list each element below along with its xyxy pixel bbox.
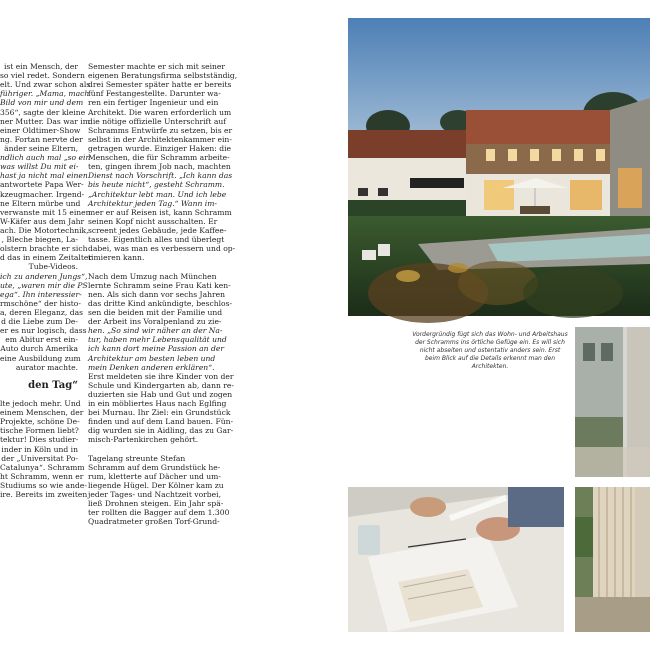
text-line: ute, „waren mir die PS [0, 280, 88, 290]
text-line: dabei, was man es verbessern und op- [88, 244, 236, 254]
text-line: Architektur jeden Tag.“ Wann im- [88, 198, 217, 208]
text-line: Quadratmeter großen Torf-Grund- [88, 517, 220, 527]
text-line: so viel redet. Sondern [0, 71, 85, 81]
text-line: „Architektur lebt man. Und ich lebe [88, 189, 227, 199]
text-line: inder in Köln und in [1, 444, 78, 454]
text-line: aurator machte. [15, 362, 78, 372]
text-line: ist ein Mensch, der [3, 62, 78, 71]
text-line: Schramm auf dem Grundstück he- [88, 462, 221, 472]
text-line: , Bleche biegen, La- [1, 235, 78, 245]
article-column-middle [88, 62, 238, 527]
text-line: ega“. Ihn interessier- [0, 289, 82, 299]
text-line: ten, gingen ihrem Job nach, machten [88, 162, 231, 172]
text-line: duzierten sie Hab und Gut und zogen [88, 389, 233, 399]
text-line: rum, kletterte auf Dächer und um- [88, 471, 221, 481]
text-line: ich kann dort meine Passion an der [88, 344, 224, 354]
text-line: ach. Die Motortechnik, [0, 225, 89, 235]
text-line: eigenen Beratungsfirma selbstständig, [88, 71, 238, 81]
text-line: einer Oldtimer-Show [0, 125, 81, 135]
text-line: rmschöne“ der histo- [0, 298, 81, 308]
text-line: seinen Kopf nicht ausschalten. Er [88, 216, 218, 226]
text-line: getragen wurde. Einziger Haken: die [88, 143, 232, 153]
text-line: hast ja nicht mal einen [0, 171, 88, 181]
text-line: mein Denken anderen erklären“. [88, 362, 215, 372]
text-line: olstern brachte er sich [0, 244, 88, 254]
text-line: der „Universitat Po- [1, 453, 78, 463]
text-line: bei Murnau. Ihr Ziel: ein Grundstück [88, 408, 231, 418]
text-line: Tagelang streunte Stefan [88, 453, 186, 463]
photo-hands-drawing [348, 487, 564, 632]
text-line: screent jedes Gebäude, jede Kaffee- [88, 225, 227, 235]
text-line: liegende Hügel. Der Kölner kam zu [88, 481, 224, 491]
text-line: Tube-Videos. [28, 262, 78, 272]
text-line: ht Schramm, wenn er [0, 471, 84, 481]
text-line: W-Käfer aus dem Jahr [0, 216, 85, 226]
text-line: ndlich auch mal „so ein [0, 153, 91, 163]
text-line: sen die beiden mit der Familie und [88, 307, 223, 317]
text-line: dig wurden sie in Aidling, das zu Gar- [88, 426, 234, 436]
text-line: d die Liebe zum De- [1, 317, 78, 327]
text-line: kzeugmacher. Irgend- [0, 189, 85, 199]
text-line: ren ein fertiger Ingenieur und ein [88, 98, 219, 108]
text-line: Auto durch Amerika [0, 344, 78, 354]
text-line: ner Mutter. Das war im [0, 116, 90, 126]
text-line [88, 262, 214, 271]
text-line: tische Formen liebt? [0, 426, 79, 436]
text-line: tur, haben mehr Lebensqualität und [88, 335, 227, 345]
text-line: änder seine Eltern, [4, 143, 78, 153]
text-line: eine Ausbildung zum [0, 353, 81, 363]
text-line: finden und auf dem Land bauen. Fün- [88, 417, 234, 427]
photo-caption: Vordergründig fügt sich das Wohn- und Arbeitshaus der Schramms ins örtliche Gefüge ein. Es will sich nicht abseiten und ostentativ anders sein. Erst beim Blick auf die Details erkennt man den Architekten. [412, 331, 568, 370]
text-line: selbst in der Architektenkammer ein- [88, 134, 232, 144]
text-line: einem Menschen, der [0, 408, 84, 418]
text-line: elt. Und zwar schon als [0, 80, 91, 90]
text-line: tasse. Eigentlich alles und überlegt [88, 235, 225, 245]
text-line: d das in einem Zeitalter [0, 253, 93, 263]
text-line: Catalunya“. Schramm [0, 462, 85, 472]
text-line: ng. Fortan nervte der [0, 134, 83, 144]
text-line [88, 445, 214, 454]
text-line: hen. „So sind wir näher an der Na- [88, 326, 223, 336]
text-line: ne Eltern mürbe und [0, 198, 81, 208]
text-line: Semester machte er sich mit seiner [88, 62, 226, 71]
text-line [0, 390, 78, 399]
text-line: den Tag“ [28, 379, 78, 391]
text-line: in ein möbliertes Haus nach Eglfing [88, 399, 227, 409]
text-line: ire. Bereits im zweiten [0, 490, 88, 500]
text-line: verwanste mit 15 einen [0, 207, 91, 217]
text-line: das dritte Kind ankündigte, beschlos- [88, 298, 233, 308]
text-line: Architektur am besten leben und [88, 353, 216, 363]
photo-house-exterior [348, 18, 650, 316]
text-line: lte jedoch mehr. Und [0, 399, 81, 409]
text-line: Erst meldeten sie ihre Kinder von der [88, 371, 234, 381]
photo-interior-window [575, 487, 650, 632]
text-line: Dienst nach Vorschrift. „Ich kann das [88, 171, 233, 181]
text-line: Studiums so wie ande- [0, 481, 87, 491]
text-line: ter rollten die Bagger auf dem 1.300 [88, 508, 230, 518]
text-line: führiger. „Mama, mach [0, 89, 90, 99]
text-line: ich zu anderen Jungs“, [0, 271, 88, 281]
text-line: bis heute nicht“, gesteht Schramm. [88, 180, 225, 190]
text-line: er es nur logisch, dass [0, 326, 87, 336]
text-line: nen. Als sich dann vor sechs Jahren [88, 289, 226, 299]
text-line: ließ Drohnen steigen. Ein Jahr spä- [88, 499, 224, 509]
text-line: Architekt. Die waren erforderlich um [88, 107, 232, 117]
text-line: der Arbeit ins Voralpenland zu zie- [88, 317, 222, 327]
text-line: fünf Festangestellte. Darunter wa- [88, 89, 221, 99]
text-line: jeder Tages- und Nachtzeit vorbei, [88, 490, 221, 500]
text-line: timieren kann. [88, 253, 145, 263]
text-line: mer er auf Reisen ist, kann Schramm [88, 207, 232, 217]
photo-window-reflection [575, 327, 650, 477]
text-line: Bild von mir und dem [0, 98, 84, 108]
text-line: em Abitur erst ein- [5, 335, 78, 345]
text-line: antwortete Papa Wer- [0, 180, 84, 190]
text-line: Schule und Kindergarten ab, dann re- [88, 380, 234, 390]
text-line: lernte Schramm seine Frau Kati ken- [88, 280, 231, 290]
article-column-left [0, 62, 93, 500]
text-line: misch-Partenkirchen gehört. [88, 435, 199, 445]
text-line: Nach dem Umzug nach München [88, 271, 217, 281]
text-line: 356“, sagte der kleine [0, 107, 86, 117]
text-line: Projekte, schöne De- [0, 417, 80, 427]
text-line: die nötige offizielle Unterschrift auf [88, 116, 227, 126]
text-line: tektur! Dies studier- [0, 435, 79, 445]
text-line: drei Semester später hatte er bereits [88, 80, 232, 90]
text-line: was willst Du mit ei- [0, 162, 79, 172]
text-line: Schramms Entwürfe zu setzen, bis er [88, 125, 233, 135]
text-line: Menschen, die für Schramm arbeite- [88, 153, 230, 163]
text-line: a, deren Eleganz, das [0, 307, 83, 317]
